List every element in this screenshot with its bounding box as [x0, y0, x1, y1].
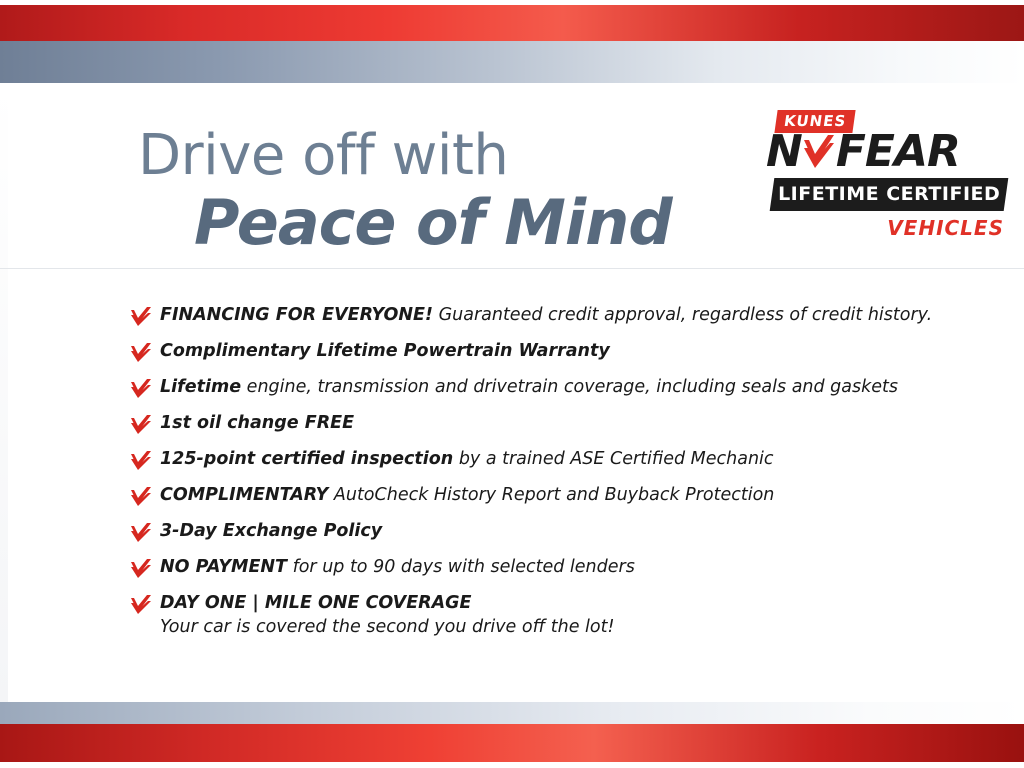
red-check-icon — [130, 487, 152, 507]
red-check-icon — [130, 451, 152, 471]
list-item-rest: engine, transmission and drivetrain coverage, including seals and gaskets — [241, 377, 899, 397]
list-item-bold: 1st oil change FREE — [160, 413, 355, 433]
list-item-bold: Complimentary Lifetime Powertrain Warranty — [160, 341, 610, 361]
top-red-band — [0, 5, 1024, 41]
list-item — [130, 377, 950, 399]
kunes-no-fear-logo — [766, 108, 1006, 248]
list-item-text — [160, 593, 472, 615]
red-check-icon — [130, 343, 152, 363]
list-item — [130, 449, 950, 471]
list-item — [130, 341, 950, 363]
list-item-rest: AutoCheck History Report and Buyback Protection — [328, 485, 775, 505]
list-item-bold: NO PAYMENT — [160, 557, 287, 577]
list-item-text — [160, 341, 610, 363]
list-item-text — [160, 413, 354, 435]
list-item-rest: by a trained ASE Certified Mechanic — [453, 449, 774, 469]
red-check-icon — [130, 559, 152, 579]
red-check-icon — [130, 379, 152, 399]
list-item-text — [160, 485, 774, 507]
benefits-list — [130, 305, 950, 651]
logo-word-fear: FEAR — [835, 126, 960, 177]
headline-divider — [0, 268, 1024, 269]
logo-brand-tag: KUNES — [774, 110, 855, 133]
list-item-rest: for up to 90 days with selected lenders — [287, 557, 635, 577]
list-item-bold: Lifetime — [160, 377, 242, 397]
headline-line-1: Drive off with — [138, 123, 509, 188]
list-item-text — [160, 305, 932, 327]
list-item-text — [160, 557, 635, 579]
list-item-bold: 125-point certified inspection — [160, 449, 454, 469]
list-item-text — [160, 521, 382, 543]
left-edge-strip — [0, 83, 8, 703]
list-item-bold: FINANCING FOR EVERYONE! — [160, 305, 433, 325]
list-item-subtext: Your car is covered the second you drive off the lot! — [160, 617, 615, 637]
red-check-icon — [130, 307, 152, 327]
top-gradient-band — [0, 41, 1024, 83]
headline-line-2: Peace of Mind — [194, 186, 672, 259]
bottom-red-band — [0, 724, 1024, 762]
headline-block — [138, 123, 738, 259]
bottom-white-edge — [0, 762, 1024, 768]
list-item-rest: Guaranteed credit approval, regardless of credit history. — [433, 305, 933, 325]
list-item — [130, 593, 950, 637]
logo-no-fear-wordmark — [766, 126, 1006, 177]
list-item — [130, 305, 950, 327]
list-item-bold: DAY ONE | MILE ONE COVERAGE — [160, 593, 472, 613]
list-item — [130, 413, 950, 435]
logo-letter-n: N — [766, 126, 802, 177]
list-item-text — [160, 377, 898, 399]
red-check-icon — [130, 523, 152, 543]
logo-vehicles-label: VEHICLES — [887, 216, 1004, 240]
list-item — [130, 557, 950, 579]
list-item — [130, 485, 950, 507]
bottom-gradient-band — [0, 702, 1024, 724]
red-check-icon — [130, 415, 152, 435]
red-check-icon — [130, 595, 152, 615]
list-item-bold: 3-Day Exchange Policy — [160, 521, 383, 541]
list-item-bold: COMPLIMENTARY — [160, 485, 329, 505]
list-item — [130, 521, 950, 543]
logo-lifetime-certified-bar: LIFETIME CERTIFIED — [770, 178, 1009, 211]
list-item-text — [160, 449, 774, 471]
red-check-icon — [802, 136, 836, 170]
